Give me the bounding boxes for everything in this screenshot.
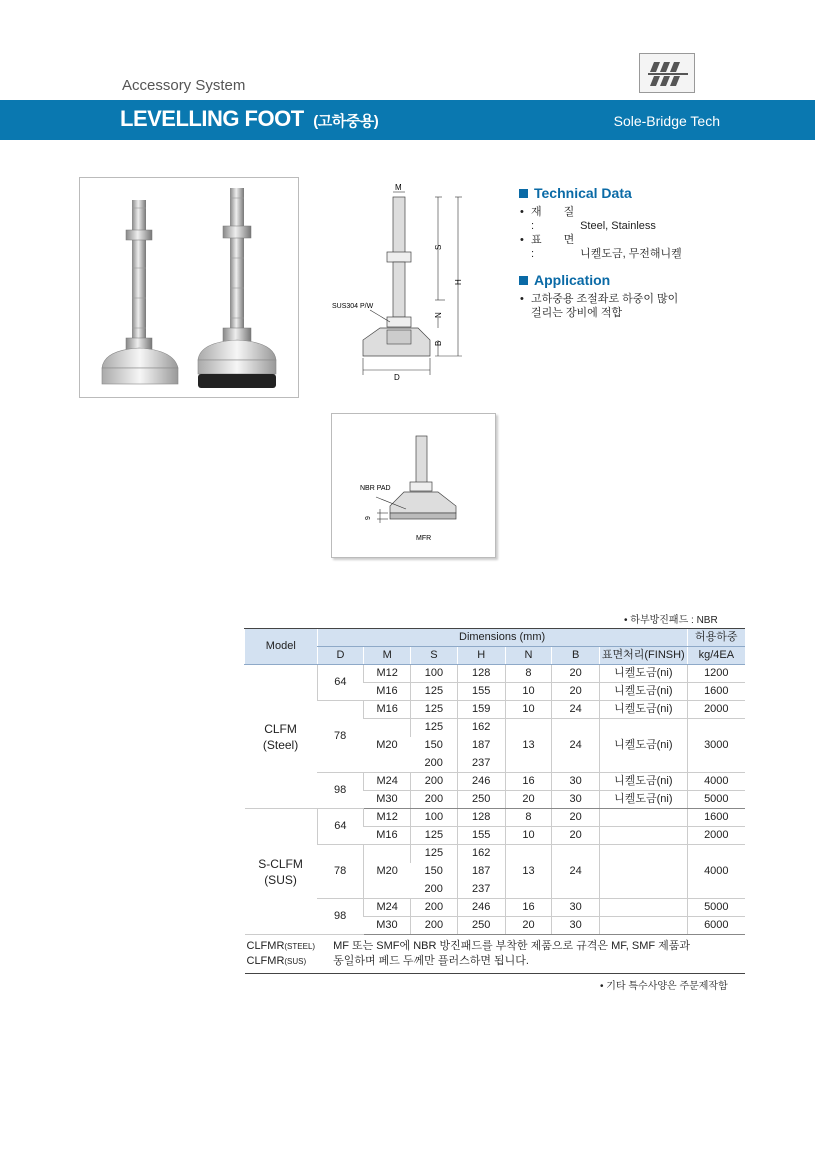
- model-cell-clfm: [245, 665, 318, 809]
- text-fragment: 동일하며 페드 두께만 플러스하면 됩니다.: [333, 955, 529, 967]
- table-cell: 200: [411, 899, 458, 917]
- table-cell: 246: [457, 899, 505, 917]
- table-cell: M20: [364, 719, 411, 773]
- header-load: 허용하중: [687, 629, 745, 647]
- table-cell: 1600: [687, 809, 745, 827]
- table-cell: 24: [552, 701, 600, 719]
- table-cell: 1200: [687, 665, 745, 683]
- table-cell: 16: [505, 899, 552, 917]
- table-cell: M24: [364, 899, 411, 917]
- table-cell: 155: [457, 827, 505, 845]
- table-cell: 10: [505, 701, 552, 719]
- model-cell-clfmr: [245, 935, 318, 974]
- table-cell: 250: [457, 917, 505, 935]
- dim-label-h: H: [454, 279, 463, 285]
- table-cell: 125: [411, 683, 458, 701]
- text-fragment: (SUS): [284, 957, 307, 966]
- table-cell: M20: [364, 845, 411, 899]
- dim-label-b: B: [434, 340, 443, 346]
- technical-item: [519, 233, 682, 261]
- text-fragment: 고하중용 조절좌로 하중이 많이: [531, 293, 679, 305]
- technical-data-section: [519, 185, 682, 261]
- table-row-clfmr: [245, 935, 746, 974]
- table-cell: 13: [505, 845, 552, 899]
- header-col-n: N: [505, 647, 552, 665]
- table-cell: 100: [411, 809, 458, 827]
- table-cell: 30: [552, 791, 600, 809]
- application-item: [519, 292, 678, 320]
- accessory-subtitle: Accessory System: [122, 77, 246, 94]
- pad-label-mfr: MFR: [416, 535, 432, 542]
- dimension-drawing: [330, 180, 490, 385]
- table-cell: 64: [317, 665, 364, 701]
- application-section: [519, 272, 678, 320]
- dim-label-n: N: [434, 312, 443, 318]
- text-fragment: (Steel): [262, 737, 299, 752]
- title-banner: [0, 100, 815, 140]
- product-photo: [79, 177, 299, 398]
- table-cell: 237: [457, 755, 505, 773]
- technical-heading: Technical Data: [534, 185, 632, 201]
- nbr-pad-drawing: [331, 413, 496, 558]
- table-cell: 8: [505, 665, 552, 683]
- model-cell-sclfm: [245, 809, 318, 935]
- table-cell: 200: [411, 791, 458, 809]
- table-cell: 246: [457, 773, 505, 791]
- table-cell: 5000: [687, 899, 745, 917]
- table-cell: 98: [317, 773, 364, 809]
- text-fragment: 재 질 :: [531, 206, 575, 232]
- dim-label-d: D: [394, 373, 400, 382]
- table-cell: 20: [552, 809, 600, 827]
- table-cell: [600, 899, 688, 917]
- table-cell: 8: [505, 809, 552, 827]
- table-cell: 128: [457, 809, 505, 827]
- table-cell: 2000: [687, 701, 745, 719]
- table-cell: M30: [364, 791, 411, 809]
- header-load-unit: kg/4EA: [687, 647, 745, 665]
- text-fragment: Steel, Stainless: [580, 220, 656, 232]
- pad-label-nbr: NBR PAD: [360, 485, 391, 492]
- note-nbr-pad: • 하부방진패드 : NBR: [624, 615, 718, 626]
- table-row: [245, 845, 746, 863]
- table-cell: 5000: [687, 791, 745, 809]
- table-cell: 16: [505, 773, 552, 791]
- text-fragment: 니켈도금, 무전해니켈: [580, 248, 682, 260]
- spec-table: [244, 628, 745, 974]
- table-cell: 24: [552, 719, 600, 773]
- table-cell: 30: [552, 773, 600, 791]
- table-cell: 128: [457, 665, 505, 683]
- table-cell: 200: [411, 773, 458, 791]
- table-cell: 1600: [687, 683, 745, 701]
- header-col-m: M: [364, 647, 411, 665]
- table-cell: 155: [457, 683, 505, 701]
- table-cell: 니켈도금(ni): [600, 683, 688, 701]
- table-cell: 125: [411, 701, 458, 719]
- title-main: LEVELLING FOOT: [120, 106, 304, 131]
- table-cell: 2000: [687, 827, 745, 845]
- table-cell: M16: [364, 683, 411, 701]
- text-fragment: CLFMR: [246, 955, 285, 967]
- table-cell: 니켈도금(ni): [600, 773, 688, 791]
- text-fragment: CLFMR: [246, 940, 285, 952]
- table-cell: 125: [411, 845, 458, 863]
- table-cell: 13: [505, 719, 552, 773]
- table-cell: 150: [424, 739, 443, 751]
- clfmr-description: [317, 935, 745, 974]
- technical-item: [519, 205, 682, 233]
- table-cell: M16: [364, 701, 411, 719]
- table-cell: [600, 809, 688, 827]
- table-cell: 187: [457, 737, 505, 755]
- table-row: [245, 665, 746, 683]
- application-heading: Application: [534, 272, 611, 288]
- table-cell: 20: [505, 791, 552, 809]
- table-cell: 78: [317, 701, 364, 773]
- page-title: [120, 106, 378, 132]
- header-dimensions: Dimensions (mm): [317, 629, 687, 647]
- table-cell: 162: [457, 719, 505, 737]
- table-cell: 250: [457, 791, 505, 809]
- header-model: Model: [245, 629, 318, 665]
- table-row: [245, 899, 746, 917]
- header-col-s: S: [411, 647, 458, 665]
- table-cell: 20: [552, 665, 600, 683]
- table-cell: [600, 917, 688, 935]
- table-row: [245, 701, 746, 719]
- table-cell: [600, 845, 688, 899]
- table-cell: 20: [505, 917, 552, 935]
- header-col-b: B: [552, 647, 600, 665]
- table-cell: 162: [457, 845, 505, 863]
- table-cell: 125: [411, 827, 458, 845]
- table-cell: 4000: [687, 845, 745, 899]
- table-cell: 187: [457, 863, 505, 881]
- company-name: Sole-Bridge Tech: [613, 113, 720, 129]
- table-cell: 6000: [687, 917, 745, 935]
- table-cell: 30: [552, 899, 600, 917]
- square-bullet-icon: [519, 276, 528, 285]
- table-cell: M12: [364, 809, 411, 827]
- text-fragment: S-CLFM: [258, 856, 303, 871]
- table-cell: 니켈도금(ni): [600, 791, 688, 809]
- table-cell: 150: [424, 865, 443, 877]
- table-cell: 30: [552, 917, 600, 935]
- table-cell: 니켈도금(ni): [600, 719, 688, 773]
- table-row: [245, 773, 746, 791]
- table-cell: 20: [552, 683, 600, 701]
- dim-label-s: S: [434, 244, 443, 250]
- table-cell: 10: [505, 683, 552, 701]
- table-cell: 64: [317, 809, 364, 845]
- text-fragment: 표 면 :: [531, 234, 575, 260]
- dim-label-sus: SUS304 P/W: [332, 303, 374, 310]
- header-col-finish: 표면처리(FINSH): [600, 647, 688, 665]
- square-bullet-icon: [519, 189, 528, 198]
- text-fragment: (SUS): [264, 872, 297, 887]
- text-fragment: 걸리는 장비에 적합: [531, 307, 623, 319]
- table-cell: 10: [505, 827, 552, 845]
- header-col-d: D: [317, 647, 364, 665]
- table-cell: 100: [411, 665, 458, 683]
- table-cell: 98: [317, 899, 364, 935]
- table-cell: 니켈도금(ni): [600, 701, 688, 719]
- title-sub: (고하중용): [313, 113, 379, 130]
- table-row: [245, 809, 746, 827]
- table-cell: M12: [364, 665, 411, 683]
- table-cell: 20: [552, 827, 600, 845]
- table-cell: M24: [364, 773, 411, 791]
- note-custom-order: • 기타 특수사양은 주문제작함: [600, 981, 728, 992]
- table-cell: 237: [457, 881, 505, 899]
- table-cell: [600, 827, 688, 845]
- table-cell: 3000: [687, 719, 745, 773]
- table-cell: 200: [411, 917, 458, 935]
- text-fragment: MF 또는 SMF에 NBR 방진패드를 부착한 제품으로 규격은 MF, SMF 제품과: [333, 940, 691, 952]
- header-col-h: H: [457, 647, 505, 665]
- table-cell: 78: [317, 845, 364, 899]
- table-cell: 200: [411, 881, 458, 899]
- company-logo: [639, 53, 695, 93]
- text-fragment: CLFM: [264, 721, 297, 736]
- pad-label-nine: 9: [365, 516, 372, 520]
- table-cell: 159: [457, 701, 505, 719]
- table-cell: M30: [364, 917, 411, 935]
- table-cell: 4000: [687, 773, 745, 791]
- table-cell: 200: [411, 755, 458, 773]
- text-fragment: (STEEL): [284, 942, 316, 951]
- table-cell: M16: [364, 827, 411, 845]
- table-cell: 니켈도금(ni): [600, 665, 688, 683]
- dim-label-m: M: [395, 183, 402, 192]
- table-cell: 24: [552, 845, 600, 899]
- table-cell: 125: [411, 719, 458, 737]
